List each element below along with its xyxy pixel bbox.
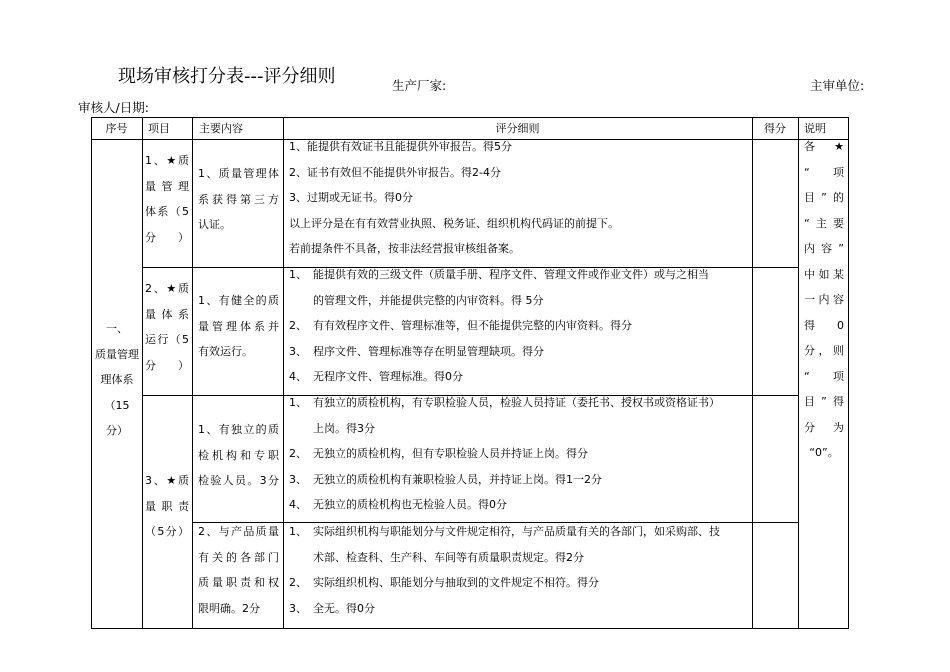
row1-item-cell [145,148,189,250]
detail-text: 无程序文件、管理标准。得0分 [313,370,463,383]
detail-text: 有有效程序文件、管理标准等，但不能提供完整的内审资料。得分 [313,319,632,332]
detail-number: 3、 [289,601,307,615]
row1-detail-cell [289,134,749,262]
note-line: 得 0 [804,318,844,332]
content-line: 检机构和专职 [198,448,279,462]
detail-number: 2、 [289,447,307,460]
table-border-right [848,117,849,629]
detail-text: 程序文件、管理标准等存在明显管理缺项。得分 [313,344,544,358]
detail-number: 1、 [289,268,307,281]
detail-line: 1、能提供有效证书且能提供外审报告。得5分 [289,140,512,153]
detail-text: 无独立的质检机构也无检验人员。得0分 [313,498,507,511]
item-line: 体系（5 [145,205,189,218]
section-seq-line: 理体系 [100,373,134,386]
detail-text: 能提供有效的三级文件（质量手册、程序文件、管理文件或作业文件）或与之相当 [313,268,709,281]
note-line: 目”得 [804,395,844,408]
table-border-bottom [91,628,848,629]
detail-line [289,596,749,622]
detail-number: 1、 [289,396,307,409]
page-title: 现场审核打分表---评分细则 [118,66,336,87]
column-header-scoring-rules: 评分细则 [495,122,540,135]
item-line: （5分） [145,525,189,538]
detail-line [289,364,749,390]
content-line: 检验人员。3分 [198,474,279,487]
detail-line [289,441,749,467]
column-header-note: 说明 [804,122,826,135]
detail-line: 3、过期或无证书。得0分 [289,191,413,204]
detail-line [289,390,749,416]
manufacturer-label: 生产厂家: [392,78,447,93]
note-line: “0”。 [809,446,839,459]
row3-item-cell [145,468,189,545]
content-line: 有效运行。 [198,345,253,358]
detail-text: 实际组织机构与职能划分与文件规定相符，与产品质量有关的各部门，如采购部、技 [313,525,720,538]
detail-text: 无独立的质检机构有兼职检验人员，并持证上岗。得1一2分 [313,472,602,486]
note-line: 一内容 [804,293,844,306]
detail-line [289,492,749,518]
content-line: 限明确。2分 [198,601,260,615]
detail-line-continued: 上岗。得3分 [313,421,375,435]
column-header-seq: 序号 [105,122,128,135]
detail-number: 2、 [289,576,307,589]
content-line: 系获得第三方 [198,192,279,206]
note-line: 各 ★ [804,140,844,153]
section-seq-line: 一、 [106,322,128,335]
detail-text: 全无。得0分 [313,601,375,615]
detail-line: 若前提条件不具备，按非法经营报审核组备案。 [289,242,520,255]
row3b-detail-cell [289,519,749,621]
item-line: 3、★质 [145,474,189,487]
detail-line [289,570,749,596]
detail-text: 无独立的质检机构，但有专职检验人员并持证上岗。得分 [313,447,588,460]
item-line: 1、★质 [145,154,189,167]
section-seq-line: 分） [106,424,128,437]
detail-line: 以上评分是在有有效营业执照、税务证、组织机构代码证的前提下。 [289,216,619,230]
detail-line [289,519,749,545]
row3b-content-cell [198,519,279,621]
detail-line: 2、证书有效但不能提供外审报告。得2-4分 [289,165,501,179]
row2-content-cell [198,288,279,365]
content-line: 1、质量管理体 [198,167,279,180]
chief-unit-label: 主审单位: [810,78,865,93]
row3-score-cell[interactable] [753,396,798,628]
item-line: 量职责 [145,499,189,513]
row2-item-cell [145,276,189,378]
note-cell [804,134,844,466]
item-line: 运行（5 [145,333,189,346]
detail-text: 实际组织机构、职能划分与抽取到的文件规定不相符。得分 [313,576,599,589]
item-line: 2、★质 [145,282,189,295]
note-line: 中如某 [804,267,844,281]
detail-text: 有独立的质检机构，有专职检验人员，检验人员持证（委托书、授权书或资格证书） [313,396,720,409]
detail-line [289,313,749,339]
detail-number: 4、 [289,498,307,511]
row2-detail-cell [289,262,749,390]
section-seq-cell [92,316,142,444]
detail-number: 3、 [289,472,307,486]
detail-line [289,339,749,365]
note-line: 目”的 [804,191,844,204]
detail-number: 1、 [289,525,307,538]
content-line: 有关的各部门 [198,550,279,564]
content-line: 1、有健全的质 [198,294,279,307]
detail-line-continued: 的管理文件，并能提供完整的内审资料。得 5分 [313,293,544,307]
auditor-date-label: 审核人/日期: [78,100,149,115]
note-line: “ 项 [804,165,844,179]
note-line: “ 项 [804,369,844,383]
content-line: 认证。 [198,218,231,231]
detail-number: 4、 [289,370,307,383]
column-header-score: 得分 [764,122,786,135]
column-header-item: 项目 [148,122,170,135]
row2-score-cell[interactable] [753,268,798,395]
item-line: 量管理 [145,179,189,193]
item-line: 分） [145,230,189,244]
detail-number: 3、 [289,344,307,358]
detail-line [289,262,749,288]
col-divider [283,117,284,629]
row1-content-cell [198,161,279,238]
col-divider [798,117,799,629]
content-line: 量管理体系并 [198,319,279,333]
section-seq-line: （15 [104,398,130,412]
content-line: 质量职责和权 [198,576,279,589]
column-header-main-content: 主要内容 [199,122,243,135]
section-seq-line: 质量管理 [95,347,139,361]
note-line: “主要 [804,216,844,230]
row3a-content-cell [198,417,279,494]
note-line: 分 为 [804,420,844,434]
item-line: 量体系 [145,307,189,321]
col-divider [192,117,193,629]
note-line: 内容” [804,242,844,255]
content-line: 1、有独立的质 [198,423,279,436]
detail-number: 2、 [289,319,307,332]
row3a-detail-cell [289,390,749,518]
col-divider [142,117,143,629]
item-line: 分） [145,358,189,372]
content-line: 2、与产品质量 [198,525,279,538]
note-line: 分，则 [804,344,844,357]
row1-score-cell[interactable] [753,140,798,267]
detail-line-continued: 术部、检查科、生产科、车间等有质量职责规定。得2分 [313,550,584,564]
detail-line [289,467,749,493]
